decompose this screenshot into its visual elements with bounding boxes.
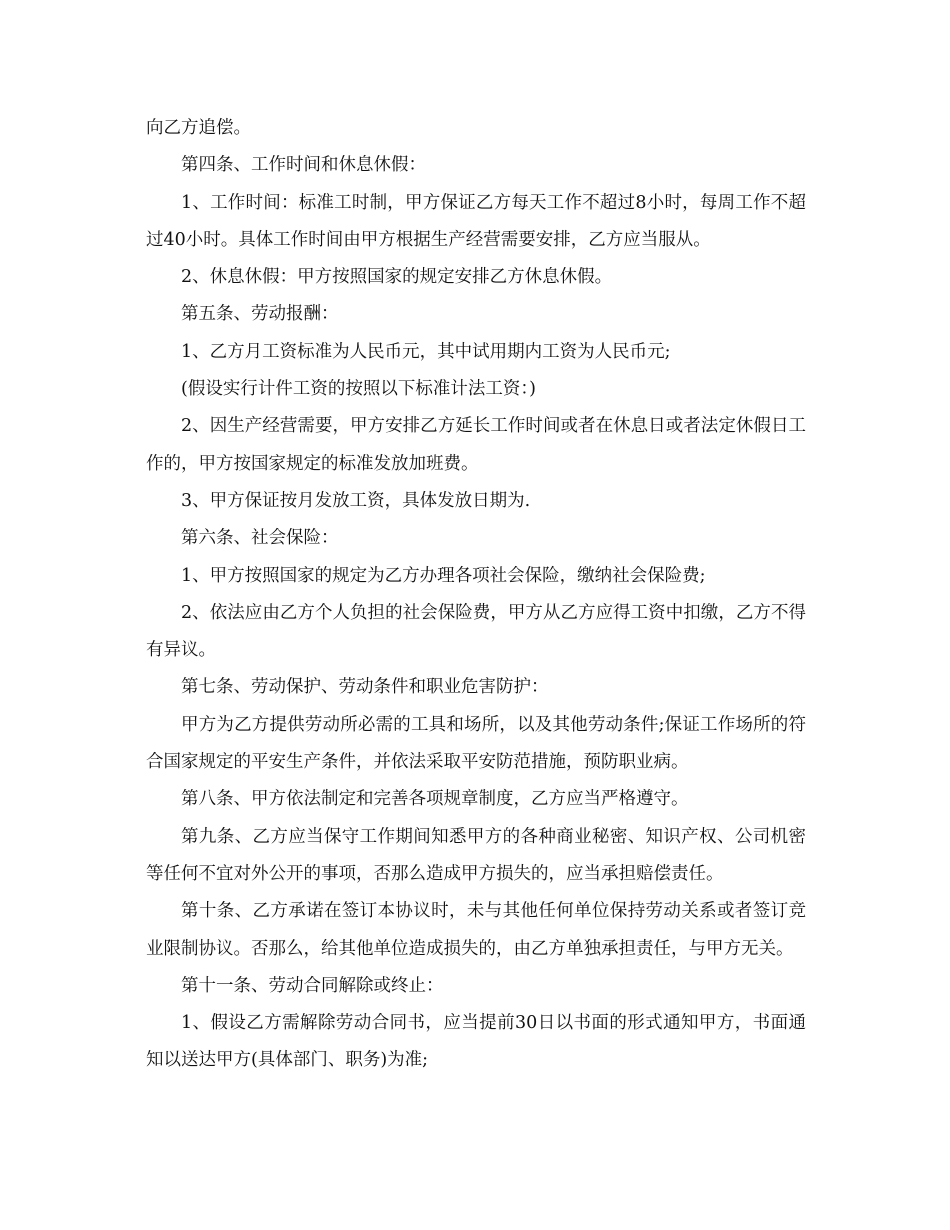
article-5-note: (假设实行计件工资的按照以下标准计法工资：) bbox=[181, 379, 536, 400]
document-body bbox=[146, 110, 806, 1080]
article-4-clause-1: 1、工作时间：标准工时制，甲方保证乙方每天工作不超过8小时，每周工作不超过40小时。具体工作时间由甲方根据生产经营需要安排，乙方应当服从。 bbox=[146, 192, 806, 250]
article-6-heading: 第六条、社会保险： bbox=[181, 528, 339, 549]
article-5-heading: 第五条、劳动报酬： bbox=[181, 304, 339, 325]
article-11-heading: 第十一条、劳动合同解除或终止： bbox=[181, 975, 444, 996]
article-6-clause-2: 2、依法应由乙方个人负担的社会保险费，甲方从乙方应得工资中扣缴，乙方不得有异议。 bbox=[146, 602, 806, 661]
article-10: 第十条、乙方承诺在签订本协议时，未与其他任何单位保持劳动关系或者签订竞业限制协议。否那么，给其他单位造成损失的，由乙方单独承担责任，与甲方无关。 bbox=[146, 901, 806, 959]
article-4-clause-2: 2、休息休假：甲方按照国家的规定安排乙方休息休假。 bbox=[181, 267, 613, 288]
article-5-clause-3: 3、甲方保证按月发放工资，具体发放日期为. bbox=[181, 490, 531, 511]
article-9: 第九条、乙方应当保守工作期间知悉甲方的各种商业秘密、知识产权、公司机密等任何不宜对外公开的事项，否那么造成甲方损失的，应当承担赔偿责任。 bbox=[146, 826, 806, 884]
article-11-clause-1: 1、假设乙方需解除劳动合同书，应当提前30日以书面的形式通知甲方，书面通知以送达甲方(具体部门、职务)为准; bbox=[146, 1013, 806, 1071]
article-7-heading: 第七条、劳动保护、劳动条件和职业危害防护： bbox=[181, 677, 549, 698]
article-5-clause-1: 1、乙方月工资标准为人民币元，其中试用期内工资为人民币元; bbox=[181, 341, 671, 362]
article-5-clause-2: 2、因生产经营需要，甲方安排乙方延长工作时间或者在休息日或者法定休假日工作的，甲方按国家规定的标准发放加班费。 bbox=[146, 416, 806, 474]
article-8: 第八条、甲方依法制定和完善各项规章制度，乙方应当严格遵守。 bbox=[181, 789, 689, 810]
article-6-clause-1: 1、甲方按照国家的规定为乙方办理各项社会保险，缴纳社会保险费; bbox=[181, 565, 706, 586]
paragraph-continuation: 向乙方追偿。 bbox=[146, 118, 251, 138]
article-4-heading: 第四条、工作时间和休息休假： bbox=[181, 155, 426, 176]
article-7-body: 甲方为乙方提供劳动所必需的工具和场所，以及其他劳动条件;保证工作场所的符合国家规定的平安生产条件，并依法采取平安防范措施，预防职业病。 bbox=[146, 714, 806, 773]
